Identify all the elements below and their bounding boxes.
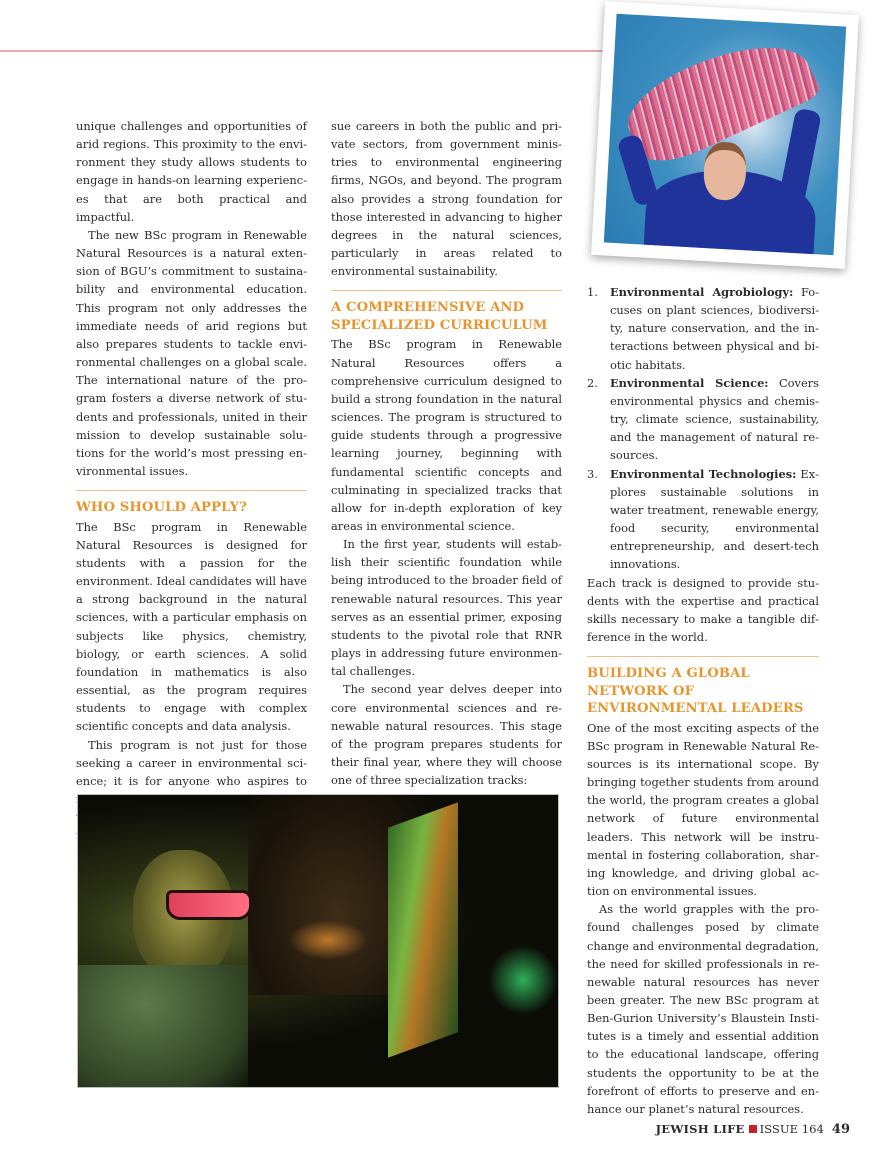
specialization-tracks-list: [587, 283, 819, 574]
section-rule: [587, 656, 819, 657]
paragraph: sue careers in both the public and private sectors, from government ministries to environmental engineering firms, NGOs, and beyond. The program also provides a strong foundation for those interested in advancing to higher degrees in the natural sciences, particularly in areas related to environmental sustainability.: [331, 119, 562, 279]
lab-researcher-photo: [77, 794, 559, 1088]
section-heading-who-should-apply: WHO SHOULD APPLY?: [76, 500, 247, 516]
issue-label: ISSUE 164: [759, 1122, 824, 1136]
page-footer: [656, 1122, 850, 1137]
track-item: [587, 283, 819, 374]
header-rule: [0, 50, 610, 52]
photo-goggles: [166, 890, 252, 920]
paragraph: The second year delves deeper into core environmental sciences and renewable natural resources. This stage of the program prepares students for their final year, where they will choose one of three specialization tracks:: [331, 682, 562, 788]
paragraph: unique challenges and opportunities of arid regions. This proximity to the environment they study allows students to engage in hands-on learning experiences that are both practical and impactful.: [76, 119, 307, 224]
photo-lamp-glow: [288, 920, 368, 960]
paragraph: As the world grapples with the profound challenges posed by climate change and environmental degradation, the need for skilled professionals in renewable natural resources has never been greater. The new BSc program at Ben-Gurion University’s Blaustein Institutes is a timely and essential addition to the educational landscape, offering students the opportunity to be at the forefront of efforts to preserve and enhance our planet’s natural resources.: [587, 902, 819, 1116]
track-item: [587, 465, 819, 574]
paragraph: The BSc program in Renewable Natural Resources is designed for students with a passion for the environment. Ideal candidates will have a strong background in the natural sciences, with a particular emphasis on subjects like physics, chemistry, biology, or earth sciences. A solid foundation in mathematics is also essential, as the program requires students to engage with complex scientific concepts and data analysis.: [76, 519, 307, 734]
track-number: 3.: [587, 466, 598, 481]
paragraph: One of the most exciting aspects of the BSc program in Renewable Natural Resources is its international scope. By bringing together students from around the world, the program creates a global network of future environmental leaders. This network will be instrumental in fostering collaboration, sharing knowledge, and driving global action on environmental issues.: [587, 720, 819, 899]
photo-shirt: [78, 965, 248, 1088]
solar-sheet-photo: [604, 14, 846, 255]
track-title: Environmental Technologies:: [610, 466, 797, 481]
paragraph: This program is not just for those seeking a career in environmental science; it is for anyone who aspires to: [76, 737, 307, 788]
track-description: Focuses on plant sciences, biodiversity, nature conservation, and the interactions between physical and biotic habitats.: [610, 285, 819, 372]
paragraph: In the first year, students will establish their scientific foundation while being introduced to the broader field of renewable natural resources. This year serves as an essential primer, exposing students to the pivotal role that RNR plays in addressing future environmental challenges.: [331, 537, 562, 679]
section-heading-curriculum: A COMPREHENSIVE AND SPECIALIZED CURRICULUM: [331, 300, 548, 333]
section-rule: [76, 490, 307, 491]
magazine-name: JEWISH LIFE: [655, 1122, 745, 1136]
track-number: 1.: [587, 285, 598, 299]
page-number: 49: [831, 1122, 850, 1137]
article-column-1: [76, 117, 307, 844]
photo-green-glow: [488, 945, 558, 1015]
track-item: [587, 374, 819, 465]
paragraph: Each track is designed to provide students with the expertise and practical skills necessary to make a tangible difference in the world.: [587, 575, 819, 644]
top-photo-polaroid: [591, 1, 859, 269]
section-heading-global-network: BUILDING A GLOBAL NETWORK OF ENVIRONMENTAL LEADERS: [587, 666, 804, 717]
track-description: Explores sustainable solutions in water treatment, renewable energy, food security, environmental entrepreneurship, and desert-tech innovations.: [610, 466, 819, 572]
section-rule: [331, 290, 562, 291]
red-square-icon: [749, 1125, 757, 1133]
article-column-3: [587, 283, 819, 1118]
track-description: Covers environmental physics and chemistry, climate science, sustainability, and the management of natural resources.: [610, 375, 819, 463]
track-title: Environmental Science:: [610, 375, 769, 390]
article-column-2: [331, 117, 562, 789]
track-number: 2.: [587, 375, 598, 390]
track-title: Environmental Agrobiology:: [610, 285, 794, 299]
paragraph: The new BSc program in Renewable Natural Resources is a natural extension of BGU’s commitment to sustainability and environmental education. This program not only addresses the immediate needs of arid regions but also prepares students to tackle environmental challenges on a global scale. The international nature of the program fosters a diverse network of students and professionals, united in their mission to develop sustainable solutions for the world’s most pressing environmental issues.: [76, 227, 307, 478]
photo-monitor: [388, 802, 458, 1057]
paragraph: The BSc program in Renewable Natural Resources offers a comprehensive curriculum designed to build a strong foundation in the natural sciences. The program is structured to guide students through a progressive learning journey, beginning with fundamental scientific concepts and culminating in specialized tracks that allow for in-depth exploration of key areas in environmental science.: [331, 337, 562, 533]
